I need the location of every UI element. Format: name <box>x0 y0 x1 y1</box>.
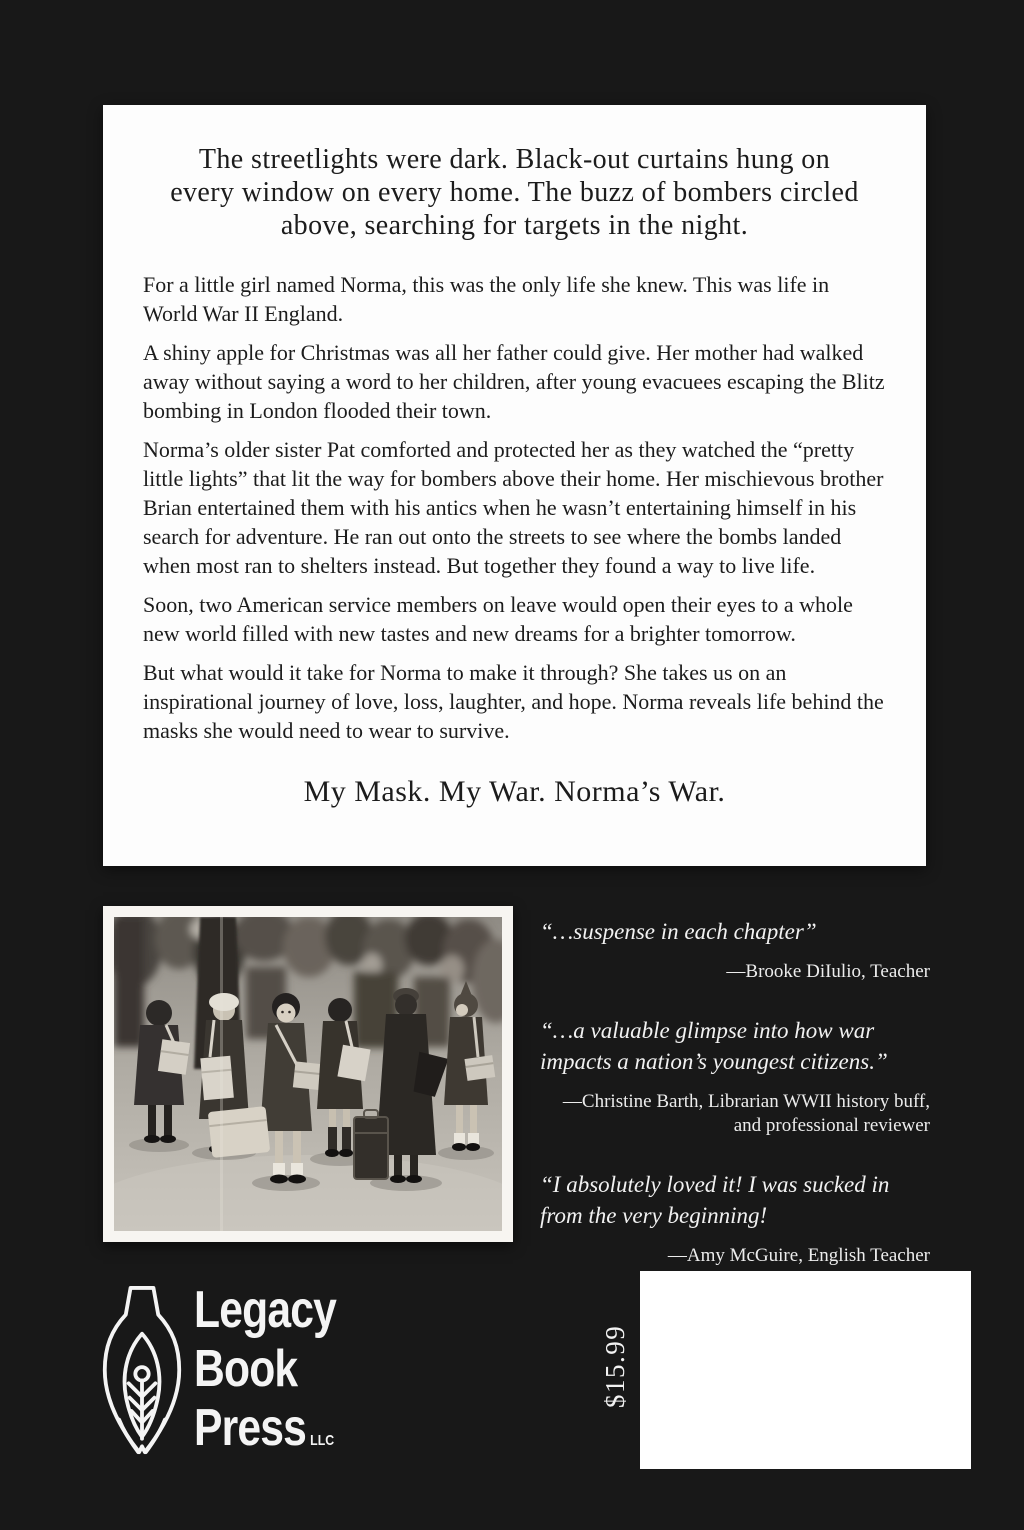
publisher-name-word: Press <box>194 1399 307 1457</box>
publisher-name-line: Legacy <box>194 1281 337 1339</box>
review-quote: “…a valuable glimpse into how war impacts a nation’s youngest citizens.” <box>540 1018 888 1074</box>
headline-line: The streetlights were dark. Black-out curtains hung on <box>198 144 831 175</box>
review-attribution: —Christine Barth, Librarian WWII history buff, and professional reviewer <box>562 1091 930 1136</box>
synopsis-paragraph: Soon, two American service members on leave would open their eyes to a whole new world filled with new tastes and new dreams for a brighter tomorrow. <box>143 592 853 646</box>
synopsis-headline <box>143 143 886 242</box>
review-quote: “I absolutely loved it! I was sucked in from the very beginning! <box>540 1172 890 1228</box>
synopsis-paragraph: For a little girl named Norma, this was the only life she knew. This was life in World War II England. <box>143 272 830 326</box>
review-quote: “…suspense in each chapter” <box>540 919 817 944</box>
barcode-placeholder <box>640 1271 971 1469</box>
synopsis-panel <box>103 105 926 866</box>
synopsis-paragraph: A shiny apple for Christmas was all her father could give. Her mother had walked away without saying a word to her children, after young evacuees escaping the Blitz bombing in London flooded their town. <box>143 340 885 423</box>
synopsis-paragraph: Norma’s older sister Pat comforted and protected her as they watched the “pretty little lights” that lit the way for bombers above their home. Her mischievous brother Brian entertained them with his antics when he wasn’t entertaining himself in his search for adventure. He ran out onto the streets to see where the bombs landed when most ran to shelters instead. But together they found a way to live life. <box>143 437 884 578</box>
publisher-name <box>194 1281 367 1470</box>
evacuees-photo-illustration <box>114 917 502 1231</box>
pen-nib-feather-icon <box>100 1281 184 1459</box>
review-attribution: —Amy McGuire, English Teacher <box>667 1245 930 1266</box>
price-label: $15.99 <box>600 1324 630 1408</box>
publisher-name-line: Book <box>194 1340 298 1398</box>
evacuees-photo <box>103 906 513 1242</box>
publisher-llc-suffix: LLC <box>310 1432 335 1449</box>
synopsis-paragraph: But what would it take for Norma to make it through? She takes us on an inspirational journey of love, loss, laughter, and hope. Norma reveals life behind the masks she would need to wear to survive. <box>143 660 884 743</box>
headline-line: every window on every home. The buzz of bombers circled <box>170 177 859 208</box>
review-item <box>540 1169 930 1268</box>
review-item <box>540 1015 930 1138</box>
review-item <box>540 916 930 984</box>
publisher-name-line <box>194 1399 336 1470</box>
book-tagline: My Mask. My War. Norma’s War. <box>303 775 726 808</box>
review-attribution: —Brooke DiIulio, Teacher <box>726 961 930 982</box>
headline-line: above, searching for targets in the night. <box>280 210 749 241</box>
synopsis-body <box>143 270 886 745</box>
review-quotes <box>540 916 930 1299</box>
publisher-logo <box>100 1281 367 1470</box>
